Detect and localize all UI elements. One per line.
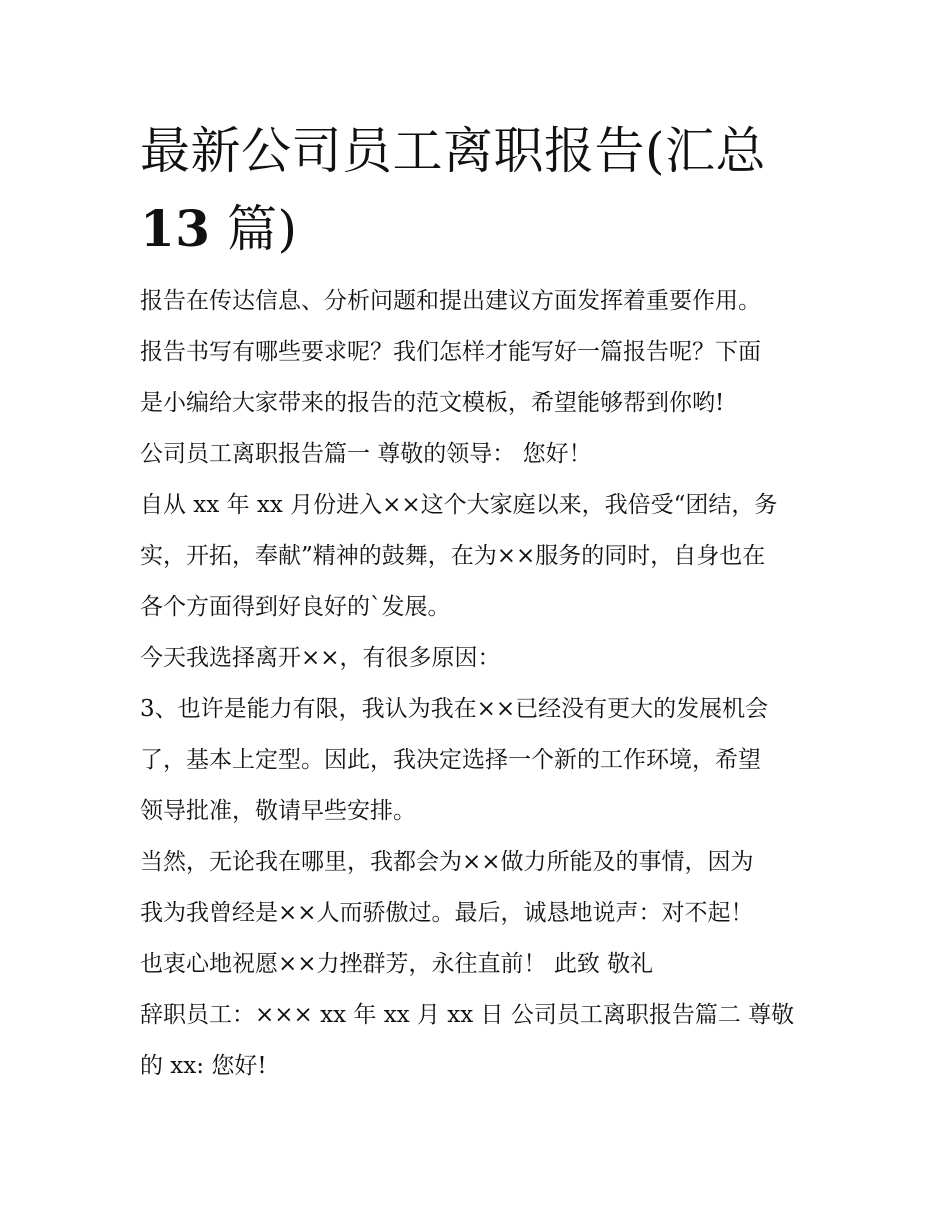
body-line-10: 了，基本上定型。因此，我决定选择一个新的工作环境，希望 (140, 747, 761, 773)
body-line-15: 辞职员工：××× xx 年 xx 月 xx 日 公司员工离职报告篇二 尊敬 (140, 1002, 795, 1028)
document-title (140, 113, 820, 268)
body-line-13: 我为我曾经是××人而骄傲过。最后，诚恳地说声：对不起！ (140, 900, 754, 926)
body-line-3: 是小编给大家带来的报告的范文模板，希望能够帮到你哟! (140, 390, 725, 416)
body-line-12: 当然，无论我在哪里，我都会为××做力所能及的事情，因为 (140, 849, 754, 875)
body-line-7: 各个方面得到好良好的`发展。 (140, 594, 451, 620)
title-number: 13 (140, 199, 211, 258)
body-line-1: 报告在传达信息、分析问题和提出建议方面发挥着重要作用。 (140, 288, 761, 314)
title-line-1: 最新公司员工离职报告(汇总 (140, 122, 767, 180)
body-line-8: 今天我选择离开××，有很多原因： (140, 645, 501, 671)
body-line-11: 领导批准，敬请早些安排。 (140, 798, 416, 824)
body-line-9: 3、也许是能力有限，我认为我在××已经没有更大的发展机会 (140, 696, 769, 722)
body-line-16: 的 xx: 您好! (140, 1053, 267, 1079)
body-line-5: 自从 xx 年 xx 月份进入××这个大家庭以来，我倍受“团结，务 (140, 492, 778, 518)
body-line-4: 公司员工离职报告篇一 尊敬的领导： 您好！ (140, 441, 592, 467)
title-line-2 (140, 190, 820, 268)
document-body (140, 276, 830, 1092)
body-line-14: 也衷心地祝愿××力挫群芳，永往直前！ 此致 敬礼 (140, 951, 654, 977)
body-line-6: 实，开拓，奉献”精神的鼓舞，在为××服务的同时，自身也在 (140, 543, 766, 569)
body-line-2: 报告书写有哪些要求呢？我们怎样才能写好一篇报告呢？下面 (140, 339, 761, 365)
title-suffix: 篇) (210, 200, 298, 258)
